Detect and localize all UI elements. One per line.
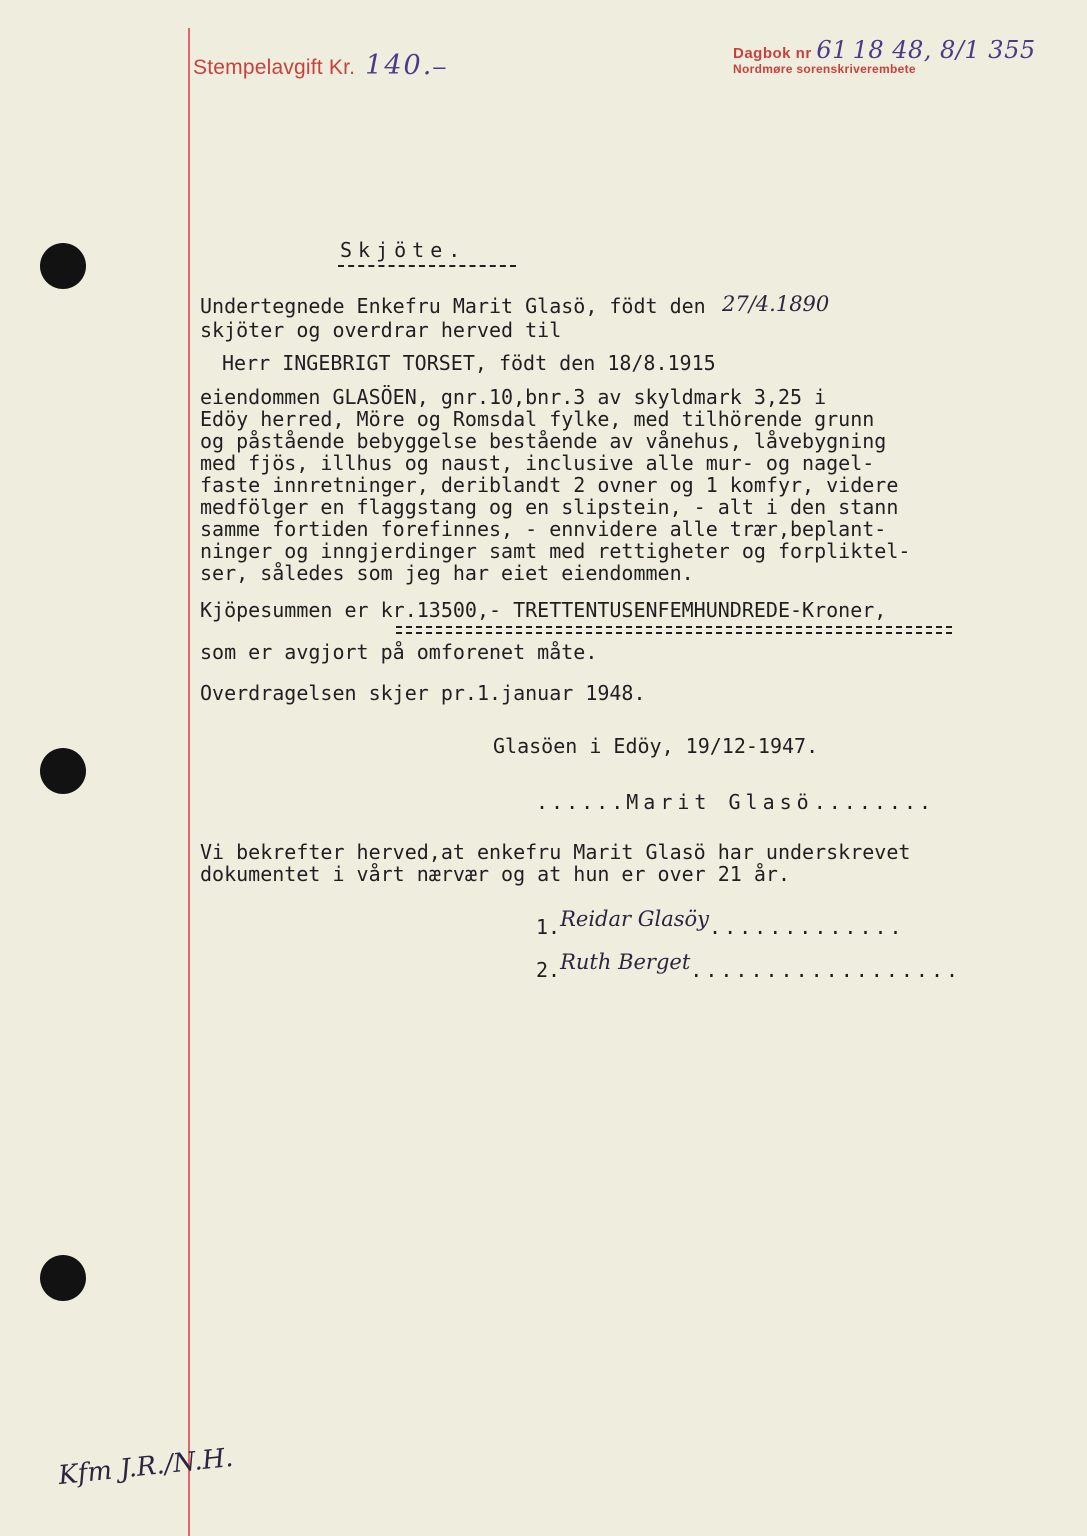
stamp-duty-amount: 140. <box>365 50 434 81</box>
transfer-line: skjöter og overdrar herved til <box>200 318 562 342</box>
place-date: Glasöen i Edöy, 19/12-1947. <box>493 734 819 758</box>
witness-statement-line: Vi bekrefter herved,at enkefru Marit Glasö har underskrevet <box>200 840 911 864</box>
registry-prefix: Dagbok nr <box>733 45 812 62</box>
title-underline <box>338 265 516 267</box>
body-line: og påstående bebyggelse bestående av vånehus, låvebygning <box>200 429 887 453</box>
intro-line: Undertegnede Enkefru Marit Glasö, födt den <box>200 294 706 318</box>
witness-name: Ruth Berget <box>560 950 691 974</box>
deed-title: Skjöte. <box>340 238 467 262</box>
stamp-duty-dash: – <box>433 54 446 79</box>
stamp-duty-stamp <box>193 50 446 81</box>
price-line: Kjöpesummen er kr.13500,- TRETTENTUSENFEMHUNDREDE-Kroner, <box>200 598 887 622</box>
punch-hole <box>40 748 86 794</box>
witness-statement-line: dokumentet i vårt nærvær og at hun er over 21 år. <box>200 862 791 886</box>
seller-birthdate: 27/4.1890 <box>722 292 830 316</box>
transfer-date-line: Overdragelsen skjer pr.1.januar 1948. <box>200 681 646 705</box>
witness-dots: .................. <box>690 958 962 982</box>
witness-number: 1. <box>536 915 561 939</box>
witness-name: Reidar Glasöy <box>560 907 710 931</box>
body-line: ninger og inngjerdinger samt med rettigheter og forpliktel- <box>200 539 911 563</box>
witness-2 <box>536 950 962 982</box>
body-line: medfölger en flaggstang og en slipstein, - alt i den stann <box>200 495 899 519</box>
price-underline <box>396 632 952 634</box>
signature-dots: ........ <box>813 790 935 814</box>
body-line: Edöy herred, Möre og Romsdal fylke, med tilhörende grunn <box>200 407 875 431</box>
footer-note: Kfm J.R./N.H. <box>56 1442 235 1492</box>
registry-suffix: 18 48, 8/1 355 <box>852 36 1036 64</box>
registry-number: 61 <box>816 36 848 64</box>
body-line: med fjös, illhus og naust, inclusive alle mur- og nagel- <box>200 451 875 475</box>
punch-hole <box>40 1255 86 1301</box>
margin-rule <box>188 28 190 1536</box>
registry-office: Nordmøre sorenskriverembete <box>733 62 916 76</box>
witness-number: 2. <box>536 958 561 982</box>
body-line: eiendommen GLASÖEN, gnr.10,bnr.3 av skyldmark 3,25 i <box>200 385 827 409</box>
signature-dots: ...... <box>536 790 627 814</box>
price-underline <box>396 626 952 628</box>
body-line: faste innretninger, deriblandt 2 ovner og 1 komfyr, videre <box>200 473 899 497</box>
registry-stamp-line1 <box>733 36 1036 64</box>
registry-stamp <box>733 36 1036 76</box>
stamp-duty-label: Stempelavgift Kr. <box>193 56 356 79</box>
signature-name: Marit Glasö <box>626 790 814 814</box>
body-line: ser, således som jeg har eiet eiendommen. <box>200 561 694 585</box>
body-line: samme fortiden forefinnes, - ennvidere alle trær,beplant- <box>200 517 887 541</box>
settled-line: som er avgjort på omforenet måte. <box>200 640 598 664</box>
witness-1 <box>536 907 905 939</box>
punch-hole <box>40 243 86 289</box>
buyer-line: Herr INGEBRIGT TORSET, födt den 18/8.1915 <box>222 351 716 375</box>
witness-dots: ............. <box>709 915 905 939</box>
seller-signature <box>536 790 934 814</box>
